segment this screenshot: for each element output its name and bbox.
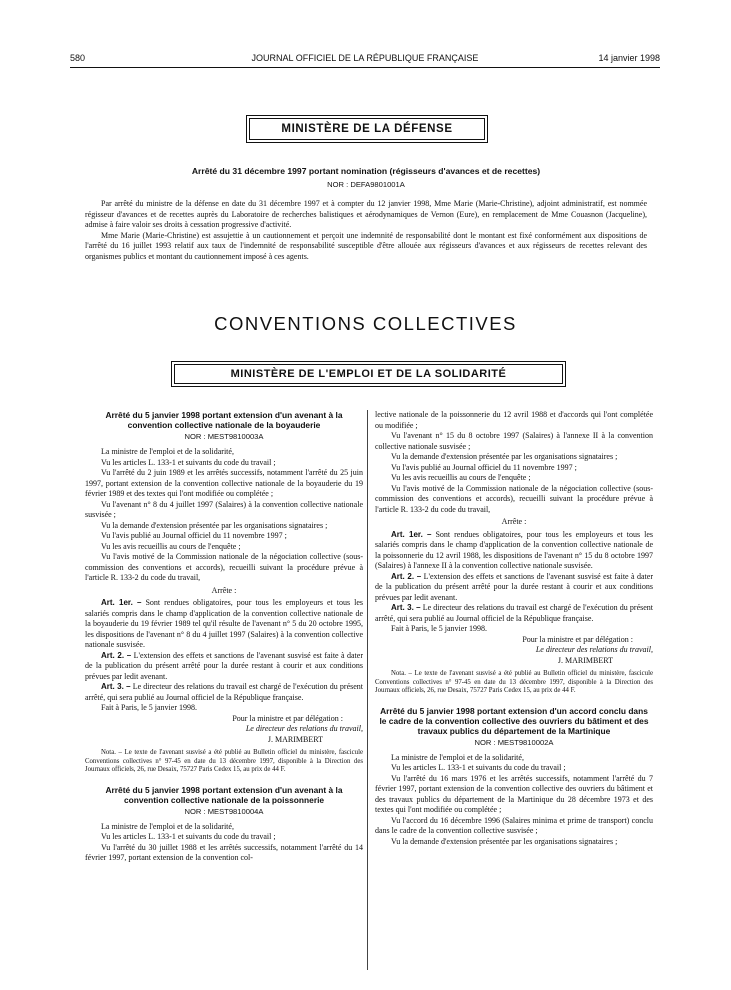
emploi-ministry-box [171, 361, 566, 387]
article-text: Le directeur des relations du travail est chargé de l'exécution du présent arrêté, qui sera publié au Journal officiel de la République française. [85, 682, 364, 702]
running-header [70, 53, 660, 67]
defense-ministry-name: MINISTÈRE DE LA DÉFENSE [281, 123, 453, 135]
martinique-arrete-nor: NOR : MEST9810002A [474, 737, 554, 747]
martinique-para: Vu l'arrêté du 16 mars 1976 et les arrêtés successifs, notamment l'arrêté du 7 février 1997, portant extension de la convention collective des ouvriers du bâtiment et des travaux publics du département de la Martinique du 28 décembre 1973 et des textes qui l'ont modifiée ou complétée ; [375, 773, 653, 815]
article-text: Sont rendues obligatoires, pour tous les employeurs et tous les salariés compris dans le champ d'application de la convention collective nationale de la poissonnerie du 12 avril 1988, les dispositions de l'avenant n° 15 du 8 octobre 1997 (Salaires) à l'annexe II à la convention collective nationale susvisée. [375, 529, 653, 570]
poissonnerie-para: La ministre de l'emploi et de la solidarité, [101, 821, 234, 831]
poissonnerie-signature-name: J. MARIMBERT [557, 655, 613, 665]
journal-title: JOURNAL OFFICIEL DE LA RÉPUBLIQUE FRANÇAISE [251, 53, 479, 63]
poissonnerie-arrete-nor: NOR : MEST9810004A [184, 806, 264, 816]
poissonnerie-signature-delegation: Pour la ministre et par délégation : [522, 634, 633, 644]
boyauderie-para: Vu les avis recueillis au cours de l'enquête ; [101, 541, 241, 551]
boyauderie-article-1 [85, 598, 363, 651]
boyauderie-signature-role: Le directeur des relations du travail, [245, 724, 363, 733]
article-text: L'extension des effets et sanctions de l'avenant susvisé est faite à dater de la publication du présent arrêté pour la durée restant à courir et aux conditions prévues par ledit avenant. [85, 650, 363, 681]
article-label: Art. 2. – [391, 571, 422, 581]
article-label: Art. 3. – [101, 682, 131, 691]
boyauderie-para: Vu l'arrêté du 2 juin 1989 et les arrêtés successifs, notamment l'arrêté du 25 juin 1997, portant extension de la convention collective nationale de la boyauderie du 19 février 1989 et des textes qui l'ont modifiée ou complétée ; [85, 468, 363, 498]
poissonnerie-nota: Nota. – Le texte de l'avenant susvisé a été publié au Bulletin officiel du ministère, fascicule Conventions collectives n° 97-45 en date du 13 décembre 1997, disponible à la Direction des Journaux officiels, 26, rue Desaix, 75727 Paris Cedex 15, au prix de 44 F. [375, 670, 653, 695]
poissonnerie-para: Vu l'avenant n° 15 du 8 octobre 1997 (Salaires) à l'annexe II à la convention collective nationale susvisée ; [375, 431, 653, 451]
martinique-para: Vu la demande d'extension présentée par les organisations signataires ; [391, 836, 618, 846]
boyauderie-para: Vu l'avis motivé de la Commission nationale de la négociation collective (sous-commission des conventions et accords), recueilli suivant la procédure prévue à l'article R. 133-2 du code du travail, [85, 552, 363, 582]
boyauderie-signature-name: J. MARIMBERT [267, 734, 323, 744]
boyauderie-nota: Nota. – Le texte de l'avenant susvisé a été publié au Bulletin officiel du ministère, fascicule Conventions collectives n° 97-45 en date du 13 décembre 1997, disponible à la Direction des Journaux officiels, 26, rue Desaix, 75727 Paris Cedex 15, au prix de 44 F. [85, 749, 363, 774]
article-label: Art. 3. – [391, 603, 421, 612]
poissonnerie-arrete-title: Arrêté du 5 janvier 1998 portant extension d'un avenant à la convention collective nationale de la poissonnerie [105, 784, 343, 805]
defense-arrete-nor: NOR : DEFA9801001A [327, 180, 405, 189]
poissonnerie-para: Vu la demande d'extension présentée par les organisations signataires ; [391, 452, 618, 461]
martinique-para: Vu les articles L. 133-1 et suivants du code du travail ; [391, 763, 566, 773]
martinique-para: La ministre de l'emploi et de la solidarité, [391, 752, 524, 762]
boyauderie-arrete-word: Arrête : [211, 585, 237, 595]
boyauderie-arrete-title: Arrêté du 5 janvier 1998 portant extension d'un avenant à la convention collective nationale de la boyauderie [105, 410, 343, 430]
article-text: Le directeur des relations du travail est chargé de l'exécution du présent arrêté, qui sera publié au Journal officiel de la République française. [375, 603, 654, 623]
header-rule [70, 67, 660, 68]
poissonnerie-fait: Fait à Paris, le 5 janvier 1998. [391, 624, 487, 633]
article-label: Art. 1er. – [101, 598, 142, 607]
poissonnerie-para: Vu les avis recueillis au cours de l'enquête ; [391, 473, 531, 482]
right-column [375, 410, 653, 847]
boyauderie-fait: Fait à Paris, le 5 janvier 1998. [101, 703, 197, 712]
poissonnerie-para: Vu les articles L. 133-1 et suivants du code du travail ; [101, 832, 276, 842]
poissonnerie-article-2 [375, 572, 653, 604]
poissonnerie-article-3 [375, 603, 653, 624]
martinique-arrete-title: Arrêté du 5 janvier 1998 portant extension d'un accord conclu dans le cadre de la convention collective des ouvriers du bâtiment et des travaux publics du département de la Martinique [379, 705, 649, 736]
page-number: 580 [70, 53, 86, 63]
left-column [85, 410, 363, 864]
article-text: Sont rendues obligatoires, pour tous les employeurs et tous les salariés compris dans le champ d'application de la convention collective nationale de la boyauderie du 19 février 1989 tel qu'il résulte de l'avenant n° 5 du 20 octobre 1995, les dispositions de l'avenant n° 8 du 4 juillet 1997 (Salaires) à la convention collective nationale susvisée. [85, 598, 363, 649]
poissonnerie-para: Vu l'avis publié au Journal officiel du 11 novembre 1997 ; [391, 462, 577, 472]
boyauderie-para: Vu l'avenant n° 8 du 4 juillet 1997 (Salaires) à la convention collective nationale susvisée ; [85, 499, 363, 519]
boyauderie-signature-delegation: Pour la ministre et par délégation : [232, 713, 343, 723]
poissonnerie-article-1 [375, 530, 653, 572]
emploi-ministry-name: MINISTÈRE DE L'EMPLOI ET DE LA SOLIDARITÉ [230, 368, 507, 380]
defense-arrete-title: Arrêté du 31 décembre 1997 portant nomination (régisseurs d'avances et de recettes) [191, 166, 541, 176]
boyauderie-arrete-nor: NOR : MEST9810003A [184, 432, 264, 441]
poissonnerie-signature-role: Le directeur des relations du travail, [535, 645, 653, 654]
defense-ministry-box [246, 115, 488, 143]
boyauderie-para: Vu la demande d'extension présentée par les organisations signataires ; [101, 520, 328, 530]
poissonnerie-para: Vu l'avis motivé de la Commission nationale de la négociation collective (sous-commission des conventions et accords), recueilli suivant la procédure prévue à l'article R. 133-2 du code du travail, [375, 483, 653, 514]
boyauderie-article-3 [85, 682, 363, 703]
boyauderie-para: La ministre de l'emploi et de la solidarité, [101, 447, 234, 456]
poissonnerie-arrete-word: Arrête : [501, 517, 527, 526]
column-divider [367, 410, 368, 970]
article-label: Art. 1er. – [391, 529, 432, 539]
defense-arrete [85, 166, 647, 262]
article-text: L'extension des effets et sanctions de l'avenant susvisé est faite à dater de la publication du présent arrêté pour la durée restant à courir et aux conditions prévues par ledit avenant. [375, 571, 653, 602]
defense-paragraph-2: Mme Marie (Marie-Christine) est assujettie à un cautionnement et perçoit une indemnité de responsabilité dont le montant est fixé conformément aux dispositions de l'arrêté du 16 juillet 1993 relatif aux taux de l'indemnité de responsabilité susceptible d'être allouée aux régisseurs d'avances et aux régisseurs de recettes relevant des organismes publics et montant du cautionnement imposé à ces agents. [85, 230, 647, 261]
boyauderie-para: Vu l'avis publié au Journal officiel du 11 novembre 1997 ; [101, 531, 287, 540]
issue-date: 14 janvier 1998 [598, 53, 660, 63]
poissonnerie-para: lective nationale de la poissonnerie du 12 avril 1988 et d'accords qui l'ont complétée ou modifiée ; [375, 410, 653, 430]
article-label: Art. 2. – [101, 650, 132, 660]
martinique-para: Vu l'accord du 16 décembre 1996 (Salaires minima et prime de transport) conclu dans le cadre de la convention collective susvisée ; [375, 815, 653, 836]
poissonnerie-para: Vu l'arrêté du 30 juillet 1988 et les arrêtés successifs, notamment l'arrêté du 14 février 1997, portant extension de la convention col- [85, 842, 363, 863]
defense-paragraph-1: Par arrêté du ministre de la défense en date du 31 décembre 1997 et à compter du 12 janvier 1998, Mme Marie (Marie-Christine), adjoint administratif, est nommée régisseur d'avances et de recettes auprès du Laboratoire de recherches balistiques et aérodynamiques de Vernon (Eure), en remplacement de Mme Couasnon (Jacqueline), admise à faire valoir ses droits à cessation progressive d'activité. [85, 199, 647, 229]
boyauderie-article-2 [85, 651, 363, 683]
boyauderie-para: Vu les articles L. 133-1 et suivants du code du travail ; [101, 457, 276, 467]
section-title: CONVENTIONS COLLECTIVES [214, 313, 517, 334]
